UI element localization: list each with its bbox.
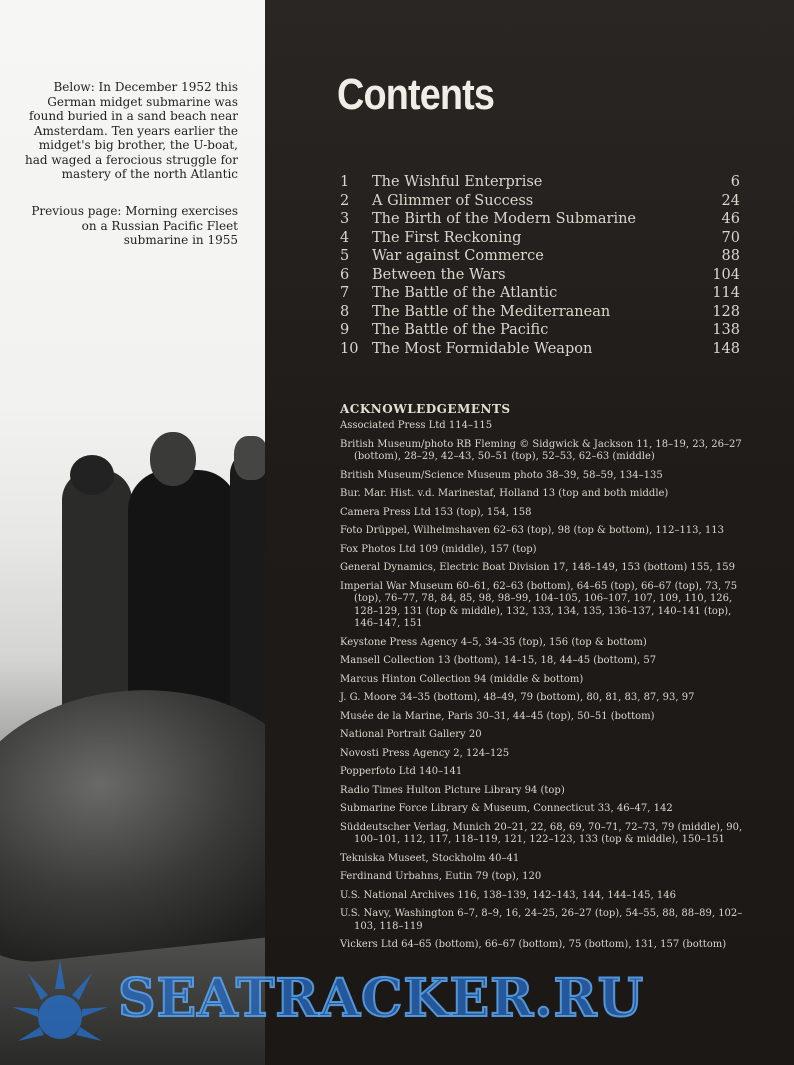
toc-title: The Battle of the Pacific — [372, 322, 549, 338]
toc-row — [340, 211, 740, 230]
toc-page: 114 — [712, 285, 740, 301]
acknowledgement-item: Popperfoto Ltd 140–141 — [340, 766, 463, 777]
acknowledgement-item: Süddeutscher Verlag, Munich 20–21, 22, 68, 69, 70–71, 72–73, 79 (middle), 90, 100–101, 112, 117, 118–119, 121, 122–123, 133 (top & middle), 150–151 — [340, 821, 743, 845]
cover-photo — [0, 0, 272, 1065]
acknowledgement-item: Fox Photos Ltd 109 (middle), 157 (top) — [340, 543, 537, 555]
toc-num: 3 — [340, 211, 350, 227]
toc-title: The Birth of the Modern Submarine — [372, 211, 637, 227]
toc-num: 8 — [340, 303, 350, 320]
photo-caption-below: Below: In December 1952 this German midget submarine was found buried in a sand beach near Amsterdam. Ten years earlier the midget's big brother, the U-boat, had waged a ferocious struggle for mastery of the north Atlantic — [24, 80, 238, 181]
toc-page: 70 — [721, 229, 740, 246]
acknowledgement-item: British Museum/photo RB Fleming © Sidgwick & Jackson 11, 18–19, 23, 26–27 (bottom), 28–29, 42–43, 50–51 (top), 52–53, 62–63 (middle) — [340, 438, 742, 462]
toc-page: 138 — [712, 322, 740, 338]
toc-row — [340, 230, 740, 249]
acknowledgements-heading: ACKNOWLEDGEMENTS — [340, 402, 511, 416]
watermark-text: SEATRACKER.RU — [118, 968, 645, 1029]
toc-row — [340, 193, 740, 212]
toc-row — [340, 285, 740, 304]
figure-left — [62, 470, 132, 720]
toc-page: 88 — [721, 248, 740, 264]
toc-num: 5 — [340, 248, 350, 264]
toc-num: 2 — [340, 192, 350, 209]
toc-page: 46 — [721, 211, 740, 227]
acknowledgement-item: Foto Drüppel, Wilhelmshaven 62–63 (top), 98 (top & bottom), 112–113, 113 — [340, 525, 724, 536]
acknowledgement-item: British Museum/Science Museum photo 38–39, 58–59, 134–135 — [340, 469, 663, 481]
acknowledgement-item: Marcus Hinton Collection 94 (middle & bottom) — [340, 673, 584, 685]
acknowledgement-item: Novosti Press Agency 2, 124–125 — [340, 747, 510, 759]
acknowledgement-item: Ferdinand Urbahns, Eutin 79 (top), 120 — [340, 871, 542, 882]
toc-page: 104 — [712, 266, 740, 283]
acknowledgement-item: Musée de la Marine, Paris 30–31, 44–45 (top), 50–51 (bottom) — [340, 710, 655, 722]
acknowledgements-list — [340, 420, 745, 958]
acknowledgement-item: Camera Press Ltd 153 (top), 154, 158 — [340, 506, 532, 518]
table-of-contents — [340, 174, 740, 359]
acknowledgement-item: Mansell Collection 13 (bottom), 14–15, 18, 44–45 (bottom), 57 — [340, 655, 657, 666]
toc-row — [340, 304, 740, 323]
toc-num: 7 — [340, 285, 350, 301]
toc-title: The Battle of the Atlantic — [372, 285, 558, 301]
acknowledgement-item: National Portrait Gallery 20 — [340, 729, 482, 740]
acknowledgement-item: General Dynamics, Electric Boat Division 17, 148–149, 153 (bottom) 155, 159 — [340, 562, 735, 573]
toc-page: 6 — [730, 174, 740, 190]
toc-row — [340, 174, 740, 193]
toc-title: The First Reckoning — [372, 229, 522, 246]
toc-row — [340, 248, 740, 267]
toc-num: 10 — [340, 340, 359, 357]
toc-page: 24 — [721, 192, 740, 209]
toc-title: The Wishful Enterprise — [372, 174, 543, 190]
figure-center-head — [150, 432, 196, 486]
page-title: Contents — [337, 70, 495, 119]
toc-title: Between the Wars — [372, 266, 506, 283]
toc-page: 148 — [712, 340, 740, 357]
toc-title: A Glimmer of Success — [372, 192, 534, 209]
acknowledgement-item: Imperial War Museum 60–61, 62–63 (bottom), 64–65 (top), 66–67 (top), 73, 75 (top), 76–77, 78, 84, 85, 98, 98–99, 104–105, 106–107, 107, 109, 110, 126, 128–129, 131 (top & middle), 132, 133, 134, 135, 136–137, 140–141 (top), 146–147, 151 — [340, 580, 738, 629]
toc-num: 6 — [340, 266, 350, 283]
watermark-sun-icon — [10, 955, 110, 1055]
acknowledgement-item: U.S. National Archives 116, 138–139, 142–143, 144, 144–145, 146 — [340, 889, 676, 901]
acknowledgement-item: Submarine Force Library & Museum, Connecticut 33, 46–47, 142 — [340, 803, 673, 814]
acknowledgement-item: Associated Press Ltd 114–115 — [340, 420, 493, 431]
photo-caption-previous: Previous page: Morning exercises on a Russian Pacific Fleet submarine in 1955 — [31, 204, 238, 247]
toc-row — [340, 267, 740, 286]
toc-row — [340, 322, 740, 341]
figure-right-head — [234, 436, 268, 480]
acknowledgement-item: Bur. Mar. Hist. v.d. Marinestaf, Holland 13 (top and both middle) — [340, 488, 669, 499]
toc-num: 4 — [340, 229, 350, 246]
acknowledgement-item: Radio Times Hulton Picture Library 94 (top) — [340, 784, 565, 796]
toc-page: 128 — [712, 303, 740, 320]
acknowledgement-item: Tekniska Museet, Stockholm 40–41 — [340, 852, 520, 864]
acknowledgement-item: U.S. Navy, Washington 6–7, 8–9, 16, 24–25, 26–27 (top), 54–55, 88, 88–89, 102–103, 118–119 — [340, 908, 743, 932]
toc-row — [340, 341, 740, 360]
toc-num: 9 — [340, 322, 350, 338]
acknowledgement-item: J. G. Moore 34–35 (bottom), 48–49, 79 (bottom), 80, 81, 83, 87, 93, 97 — [340, 692, 695, 703]
acknowledgement-item: Keystone Press Agency 4–5, 34–35 (top), 156 (top & bottom) — [340, 636, 647, 648]
toc-title: The Most Formidable Weapon — [372, 340, 593, 357]
acknowledgement-item: Vickers Ltd 64–65 (bottom), 66–67 (bottom), 75 (bottom), 131, 157 (bottom) — [340, 939, 727, 950]
submarine-hull — [0, 672, 272, 968]
toc-title: The Battle of the Mediterranean — [372, 303, 611, 320]
toc-title: War against Commerce — [372, 248, 544, 264]
toc-num: 1 — [340, 174, 350, 190]
figure-left-head — [70, 455, 114, 495]
